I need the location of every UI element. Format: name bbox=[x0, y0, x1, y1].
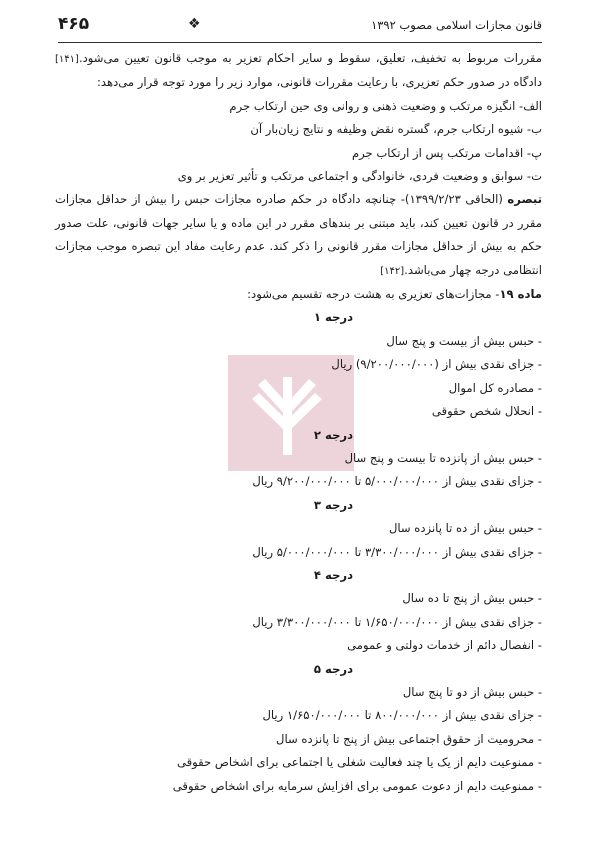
note-paragraph bbox=[55, 188, 542, 283]
article-text: - مجازات‌های تعزیری به هشت درجه تقسیم می‌شود: bbox=[247, 287, 500, 302]
grade-item: - جزای نقدی بیش از ۸۰۰/۰۰۰/۰۰۰ تا ۱/۶۵۰/۰۰۰/۰۰۰ ریال bbox=[262, 708, 542, 723]
page-body bbox=[55, 47, 542, 798]
grade-heading: درجه ۱ bbox=[313, 310, 354, 325]
grade-heading: درجه ۵ bbox=[313, 661, 354, 676]
note-label: تبصره bbox=[507, 192, 542, 207]
intro-paragraph bbox=[55, 47, 542, 95]
ornament-icon: ❖ bbox=[188, 16, 201, 32]
intro-text-2: دادگاه در صدور حکم تعزیری، با رعایت مقررات قانونی، موارد زیر را مورد توجه قرار می‌دهد: bbox=[96, 75, 542, 90]
grade-heading: درجه ۴ bbox=[313, 567, 354, 582]
factor-item: پ- اقدامات مرتکب پس از ارتکاب جرم bbox=[351, 145, 542, 160]
running-title: قانون مجازات اسلامی مصوب ۱۳۹۲ bbox=[371, 18, 542, 32]
factor-item: ت- سوابق و وضعیت فردی، خانوادگی و اجتماعی مرتکب و تأثیر تعزیر بر وی bbox=[177, 169, 542, 184]
grade-item: - ممنوعیت دایم از یک یا چند فعالیت شغلی یا اجتماعی برای اشخاص حقوقی bbox=[176, 755, 542, 770]
grade-item: - جزای نقدی بیش از ۵/۰۰۰/۰۰۰/۰۰۰ تا ۹/۲۰۰/۰۰۰/۰۰۰ ریال bbox=[252, 474, 542, 489]
article-paragraph bbox=[55, 283, 542, 306]
grade-item: - حبس بیش از پنج تا ده سال bbox=[402, 591, 542, 606]
grade-item: - حبس بیش از بیست و پنج سال bbox=[386, 333, 542, 348]
grade-item: - حبس بیش از ده تا پانزده سال bbox=[388, 521, 542, 536]
grade-heading: درجه ۳ bbox=[313, 497, 354, 512]
factor-item: ب- شیوه ارتکاب جرم، گستره نقض وظیفه و نتایج زیان‌بار آن bbox=[250, 122, 542, 137]
grade-item: - محرومیت از حقوق اجتماعی بیش از پنج تا پانزده سال bbox=[276, 731, 542, 746]
note-text: (الحاقی ۱۳۹۹/۲/۲۳)- چنانچه دادگاه در حکم صادره مجازات حبس را بیش از حداقل مجازات مقرر در قانون تعیین کند، باید مبتنی بر بندهای مقرر در این ماده و یا سایر جهات قانونی، علت صدور حکم به بیش از حداقل مجازات مقرر قانونی را ذکر کند. عدم رعایت مفاد این تبصره موجب مجازات انتظامی درجه چهار می‌باشد. bbox=[55, 192, 542, 277]
footnote-ref: [۱۴۱] bbox=[55, 54, 79, 65]
grade-item: - ممنوعیت دایم از دعوت عمومی برای افزایش سرمایه برای اشخاص حقوقی bbox=[172, 778, 542, 793]
grade-item: - مصادره کل اموال bbox=[448, 380, 542, 395]
page-header bbox=[58, 12, 542, 42]
page-number: ۴۶۵ bbox=[58, 14, 90, 34]
grade-heading: درجه ۲ bbox=[313, 427, 354, 442]
grade-item: - انفصال دائم از خدمات دولتی و عمومی bbox=[347, 638, 542, 653]
grade-item: - انحلال شخص حقوقی bbox=[431, 404, 542, 419]
grade-item: - حبس بیش از پانزده تا بیست و پنج سال bbox=[344, 450, 542, 465]
grade-item: - جزای نقدی بیش از (۹/۲۰۰/۰۰۰/۰۰۰) ریال bbox=[331, 357, 542, 372]
grade-item: - جزای نقدی بیش از ۳/۳۰۰/۰۰۰/۰۰۰ تا ۵/۰۰۰/۰۰۰/۰۰۰ ریال bbox=[252, 544, 542, 559]
grade-item: - جزای نقدی بیش از ۱/۶۵۰/۰۰۰/۰۰۰ تا ۳/۳۰۰/۰۰۰/۰۰۰ ریال bbox=[252, 614, 542, 629]
factor-item: الف- انگیزه مرتکب و وضعیت ذهنی و روانی وی حین ارتکاب جرم bbox=[229, 98, 542, 113]
grade-item: - حبس بیش از دو تا پنج سال bbox=[402, 684, 542, 699]
article-label: ماده ۱۹ bbox=[499, 287, 542, 302]
footnote-ref: [۱۴۲] bbox=[380, 265, 405, 277]
intro-text: مقررات مربوط به تخفیف، تعلیق، سقوط و سایر احکام تعزیر به موجب قانون تعیین می‌شود. bbox=[78, 51, 542, 65]
header-divider bbox=[58, 42, 542, 43]
